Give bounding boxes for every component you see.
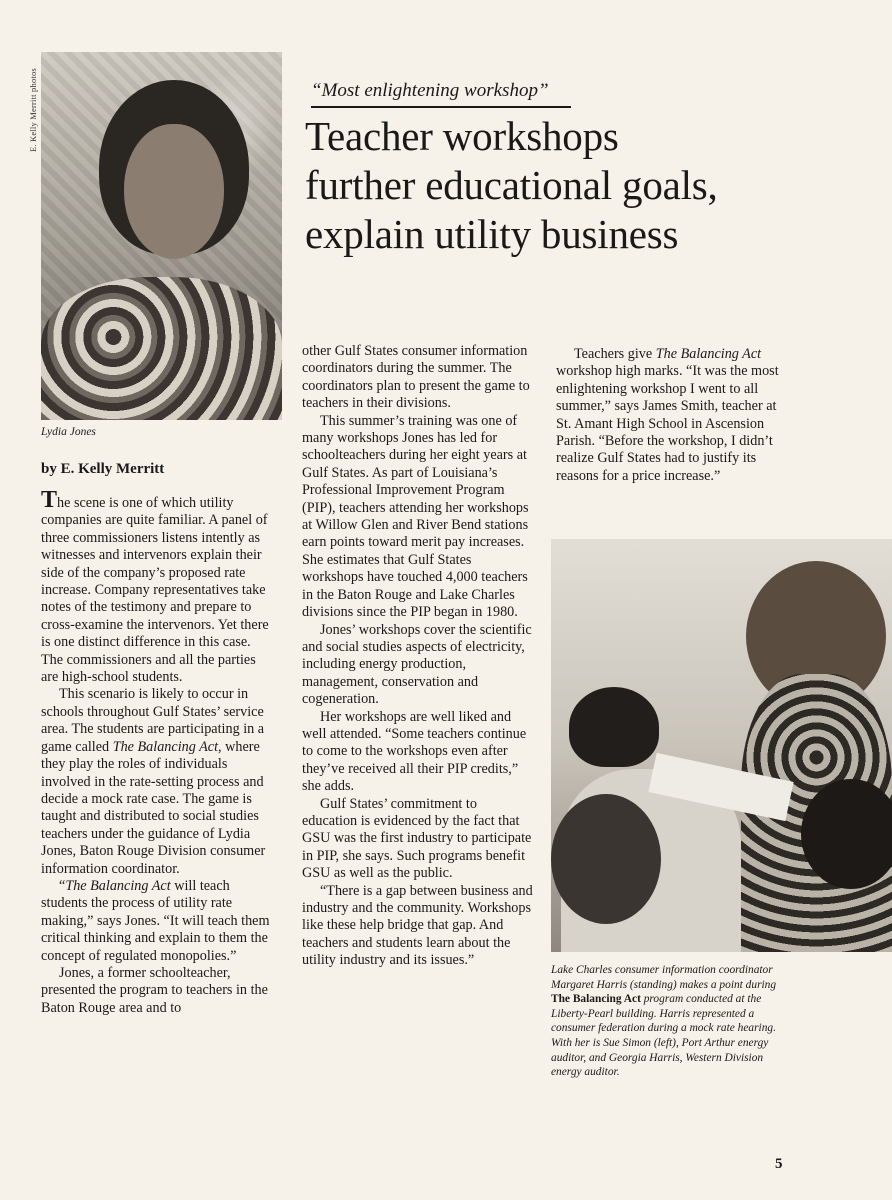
portrait-photo-lydia-jones	[41, 52, 282, 420]
paragraph: Jones, a former schoolteacher, presented the program to teachers in the Baton Rouge area and to	[41, 964, 268, 1016]
headline-line-1: Teacher workshops	[305, 113, 619, 159]
article-column-3	[556, 346, 789, 485]
article-headline	[305, 112, 865, 259]
portrait-caption: Lydia Jones	[41, 426, 96, 438]
paragraph: Jones’ workshops cover the scientific and social studies aspects of electricity, including energy production, management, conservation and cogeneration.	[302, 621, 532, 708]
paragraph: The scene is one of which utility companies are quite familiar. A panel of three commissioners listens intently as witnesses and intervenors explain their side of the company’s proposed rate increase. Company representatives take notes of the testimony and prepare to cross-examine the intervenors. Yet there is one distinct difference in this case. The commissioners and all the parties are high-school students.	[41, 487, 269, 686]
paragraph: “There is a gap between business and industry and the community. Workshops like these help bridge that gap. And teachers and students learn about the utility industry and its issues.”	[302, 882, 533, 969]
meeting-photo-caption: Lake Charles consumer information coordinator Margaret Harris (standing) makes a point during The Balancing Act program conducted at the Liberty-Pearl building. Harris represented a consumer federation during a mock rate hearing. With her is Sue Simon (left), Port Arthur energy auditor, and Georgia Harris, Western Division energy auditor.	[551, 964, 777, 1079]
paragraph: other Gulf States consumer information coordinators during the summer. The coordinators plan to present the game to teachers in their divisions.	[302, 343, 530, 412]
paragraph: Her workshops are well liked and well attended. “Some teachers continue to come to the workshops even after they’ve received all their PIP credits,” she adds.	[302, 708, 527, 795]
meeting-photo	[551, 539, 892, 952]
drop-cap: T	[41, 487, 58, 513]
page-number: 5	[775, 1156, 783, 1172]
paragraph: “The Balancing Act will teach students the process of utility rate making,” says Jones. “It will teach them critical thinking and explain to them the concept of regulated monopolies.”	[41, 877, 270, 964]
headline-line-2: further educational goals,	[305, 162, 718, 208]
article-column-2	[302, 343, 534, 970]
byline: by E. Kelly Merritt	[41, 461, 165, 477]
paragraph: This scenario is likely to occur in schools throughout Gulf States’ service area. The students are participating in a game called The Balancing Act, where they play the roles of individuals involved in the rate-setting process and decide a mock rate case. The game is taught and distributed to social studies teachers under the guidance of Lydia Jones, Baton Rouge Division consumer information coordinator.	[41, 686, 266, 877]
paragraph: This summer’s training was one of many workshops Jones has led for schoolteachers during her eight years at Gulf States. As part of Louisiana’s Professional Improvement Program (PIP), teachers attending her workshops at Willow Glen and River Bend stations earn points toward merit pay increases. She estimates that Gulf States workshops have touched 4,000 teachers in the Baton Rouge and Lake Charles divisions since the PIP began in 1980.	[302, 412, 529, 621]
article-kicker: “Most enlightening workshop”	[311, 80, 571, 108]
paragraph: Teachers give The Balancing Act workshop high marks. “It was the most enlightening workshop I went to all summer,” says James Smith, teacher at St. Amant High School in Ascension Parish. “Before the workshop, I didn’t realize Gulf States had to justify its reasons for a price increase.”	[556, 346, 779, 484]
photo-credit: E. Kelly Merritt photos	[28, 68, 38, 152]
headline-line-3: explain utility business	[305, 211, 679, 257]
article-column-1	[41, 487, 273, 1017]
paragraph: Gulf States’ commitment to education is evidenced by the fact that GSU was the first industry to participate in PIP, she says. Such programs benefit GSU as well as the public.	[302, 795, 532, 882]
